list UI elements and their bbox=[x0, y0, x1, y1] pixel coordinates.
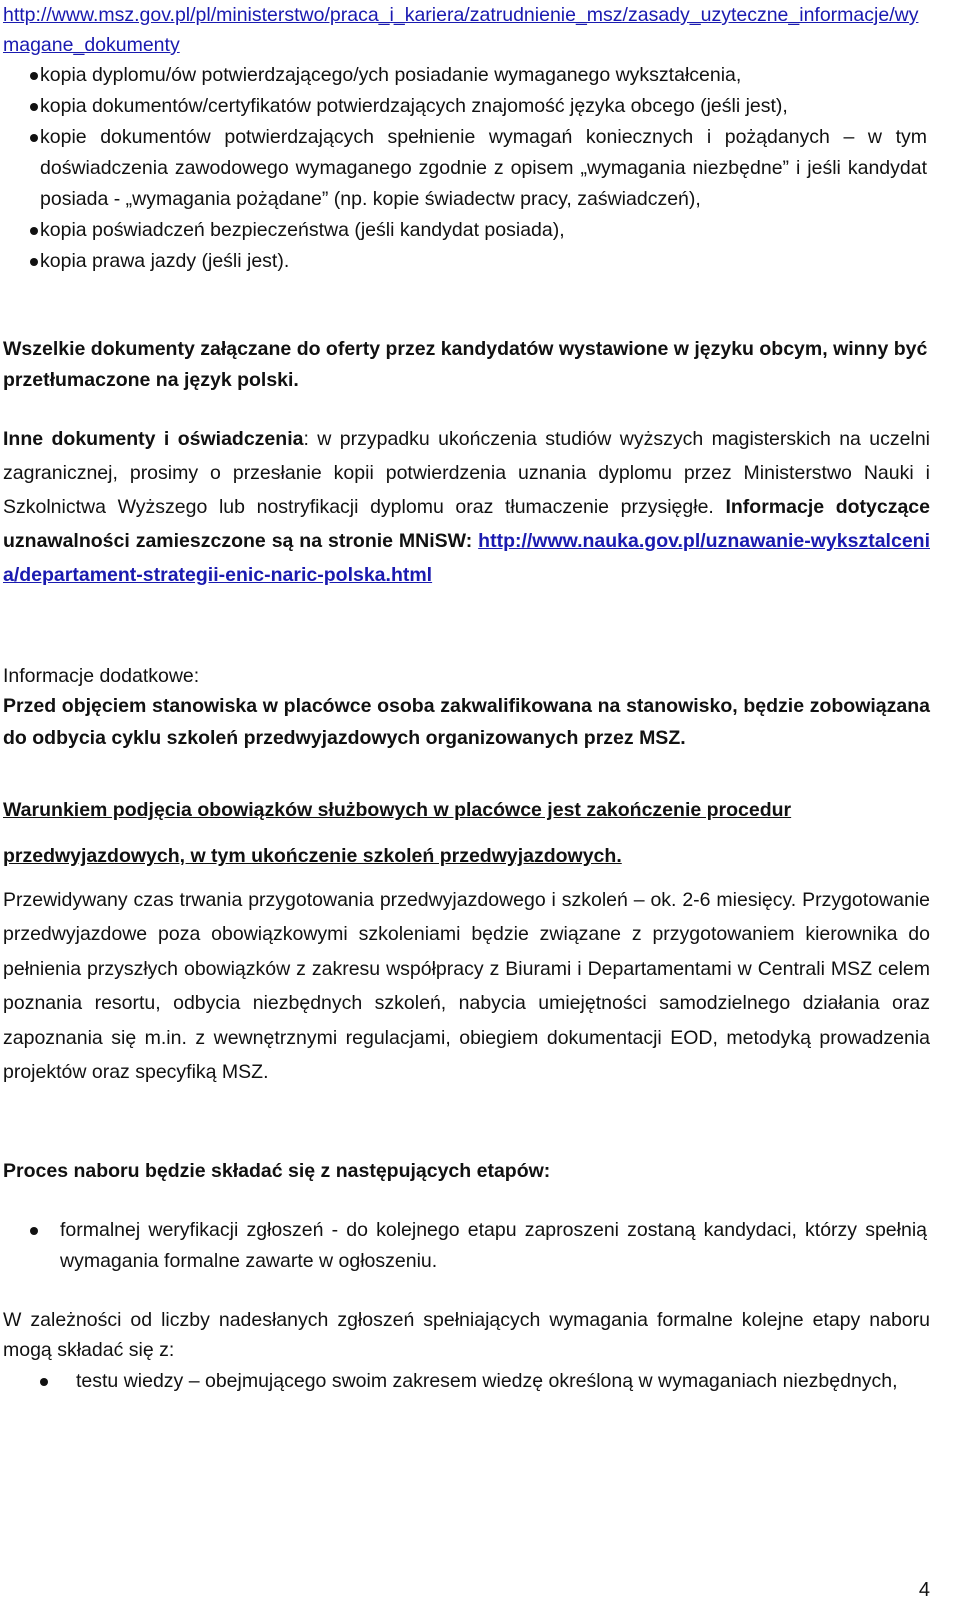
bullet-icon bbox=[30, 258, 38, 266]
duration-paragraph: Przewidywany czas trwania przygotowania przedwyjazdowego i szkoleń – ok. 2-6 miesięcy. Przygotowanie przedwyjazdowe poza obowiązkowymi szkoleniami będzie związane z przygotowaniem kierownika do pełnienia przyszłych obowiązków z zakresu współpracy z Biurami i Departamentami w Centrali MSZ celem poznania resortu, odbycia niezbędnych szkoleń, nabycia umiejętności samodzielnego działania oraz zapoznania się m.in. z wewnętrznymi regulacjami, obiegiem dokumentacji EOD, metodyką prowadzenia projektów oraz specyfiką MSZ. bbox=[3, 889, 930, 1084]
list-item: formalnej weryfikacji zgłoszeń - do kolejnego etapu zaproszeni zostaną kandydaci, którzy spełnią wymagania formalne zawarte w ogłoszeniu. bbox=[30, 1215, 927, 1277]
list-item: kopia poświadczeń bezpieczeństwa (jeśli kandydat posiada), bbox=[30, 215, 927, 246]
bullet-icon bbox=[30, 134, 38, 142]
further-stages-list bbox=[40, 1366, 927, 1397]
page-number: 4 bbox=[918, 1579, 930, 1601]
additional-info-heading: Informacje dodatkowe: bbox=[3, 665, 200, 687]
translation-notice: Wszelkie dokumenty załączane do oferty przez kandydatów wystawione w języku obcym, winny być przetłumaczone na język polski. bbox=[3, 338, 928, 391]
bullet-icon bbox=[40, 1378, 48, 1386]
process-stage-list bbox=[30, 1215, 927, 1277]
other-documents-text: : w przypadku ukończenia studiów wyższych magisterskich na uczelni zagranicznej, prosimy o przesłanie kopii potwierdzenia uznania dyplomu przez Ministerstwo Nauki i Szkolnictwa Wyższego lub nostryfikacji dyplomu oraz tłumaczenie przysięgłe. bbox=[3, 428, 930, 518]
msz-documents-link[interactable]: http://www.msz.gov.pl/pl/ministerstwo/praca_i_kariera/zatrudnienie_msz/zasady_uzyteczne_informacje/wymagane_dokumenty bbox=[3, 4, 919, 56]
recognition-info: Informacje dotyczące uznawalności zamieszczone są na stronie MNiSW: bbox=[3, 496, 930, 552]
additional-info-text: Przed objęciem stanowiska w placówce osoba zakwalifikowana na stanowisko, będzie zobowiązana do odbycia cyklu szkoleń przedwyjazdowych organizowanych przez MSZ. bbox=[3, 695, 930, 749]
required-documents-list bbox=[30, 60, 927, 277]
list-item: testu wiedzy – obejmującego swoim zakresem wiedzę określoną w wymaganiach niezbędnych, bbox=[40, 1366, 927, 1397]
bullet-icon bbox=[30, 103, 38, 111]
other-documents-label: Inne dokumenty i oświadczenia bbox=[3, 428, 304, 450]
list-item: kopia dyplomu/ów potwierdzającego/ych posiadanie wymaganego wykształcenia, bbox=[30, 60, 927, 91]
list-item: kopie dokumentów potwierdzających spełnienie wymagań koniecznych i pożądanych – w tym doświadczenia zawodowego wymaganego zgodnie z opisem „wymagania niezbędne” i jeśli kandydat posiada - „wymagania pożądane” (np. kopie świadectw pracy, zaświadczeń), bbox=[30, 122, 927, 215]
condition-line-1: Warunkiem podjęcia obowiązków służbowych w placówce jest zakończenie procedur bbox=[3, 799, 792, 821]
process-heading: Proces naboru będzie składać się z następujących etapów: bbox=[3, 1160, 551, 1182]
mnisw-link[interactable]: http://www.nauka.gov.pl/uznawanie-wyksztalcenia/departament-strategii-enic-naric-polska.html bbox=[3, 530, 930, 586]
msz-documents-link-block bbox=[3, 0, 930, 60]
list-item: kopia prawa jazdy (jeśli jest). bbox=[30, 246, 927, 277]
list-item: kopia dokumentów/certyfikatów potwierdzających znajomość języka obcego (jeśli jest), bbox=[30, 91, 927, 122]
bullet-icon bbox=[30, 72, 38, 80]
process-intro: W zależności od liczby nadesłanych zgłoszeń spełniających wymagania formalne kolejne etapy naboru mogą składać się z: bbox=[3, 1309, 930, 1361]
other-documents-paragraph bbox=[3, 422, 930, 592]
bullet-icon bbox=[30, 227, 38, 235]
bullet-icon bbox=[30, 1227, 38, 1235]
condition-line-2: przedwyjazdowych, w tym ukończenie szkoleń przedwyjazdowych. bbox=[3, 845, 622, 867]
